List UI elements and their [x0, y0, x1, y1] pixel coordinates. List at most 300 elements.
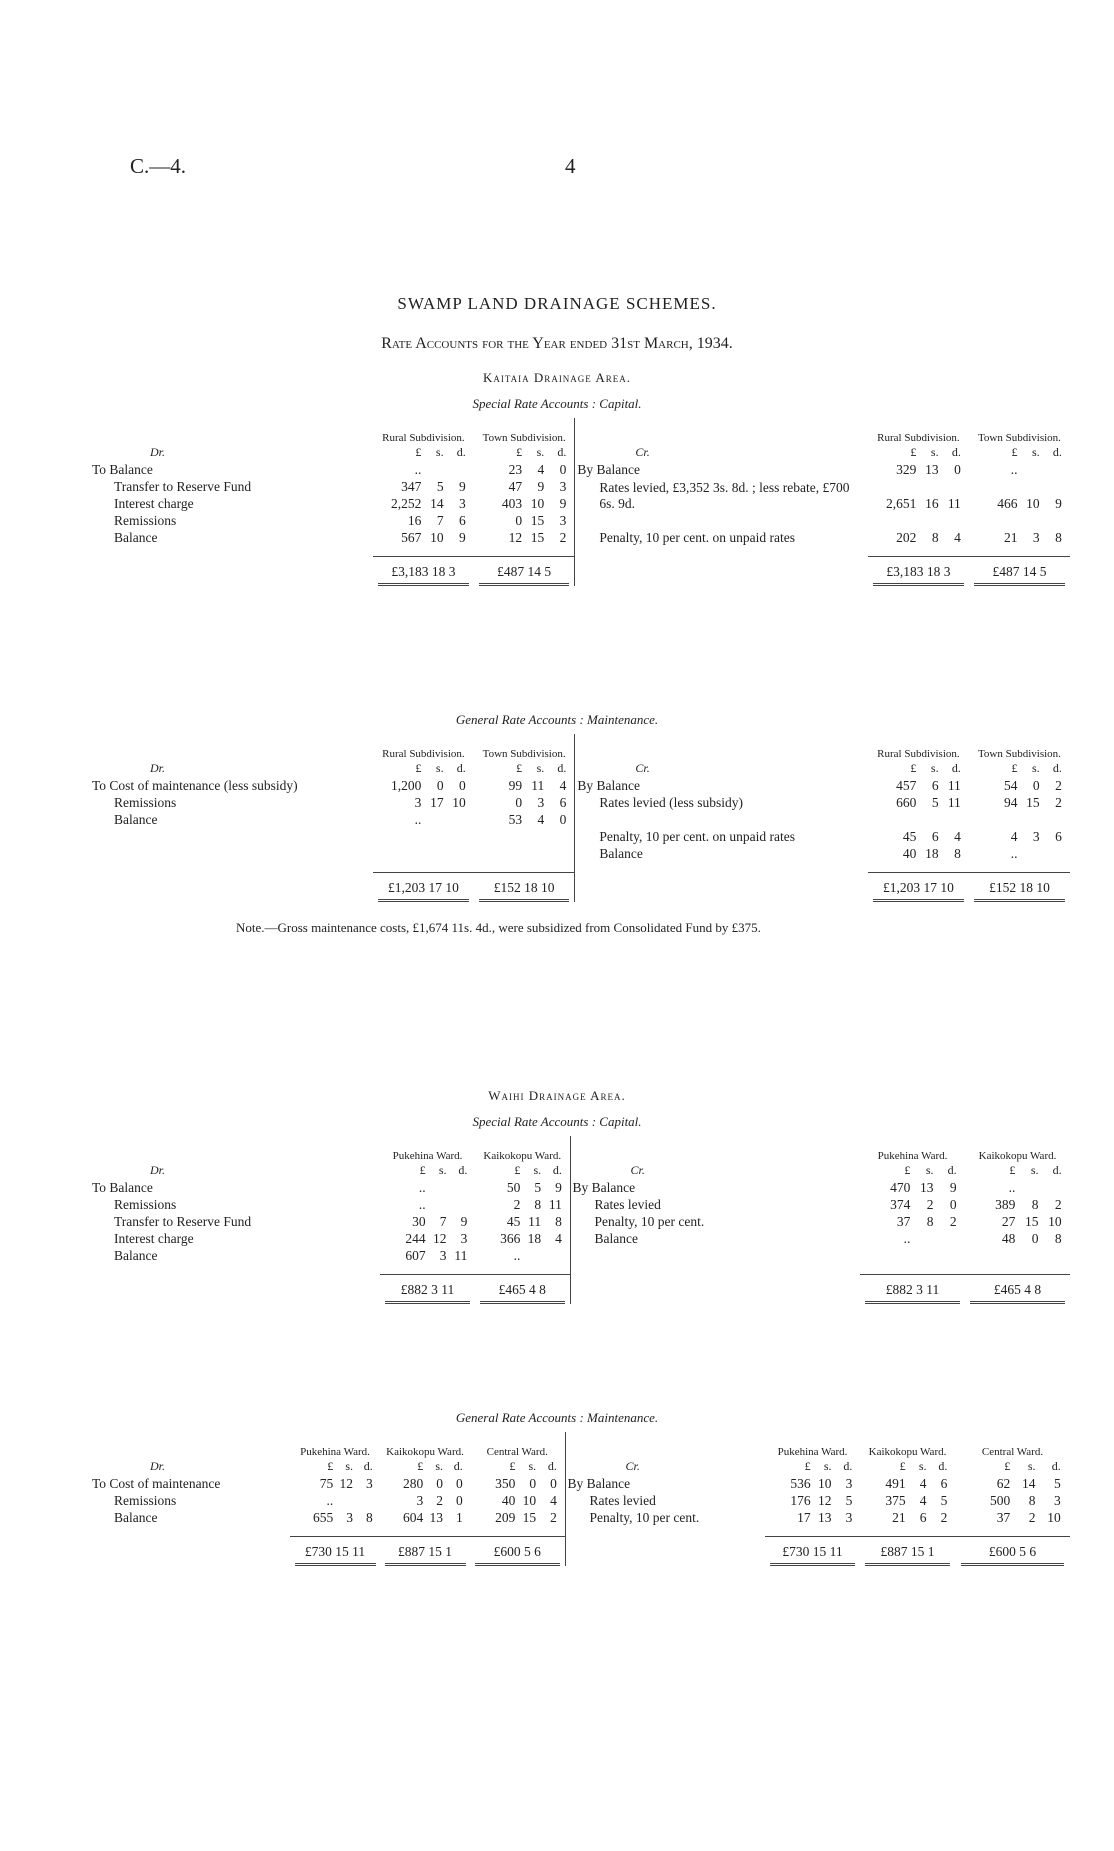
cell: 2,252	[390, 496, 422, 511]
col-head: Town Subdivision.	[474, 734, 575, 760]
cell: 48	[1001, 1231, 1016, 1246]
cell: 1,200	[390, 778, 422, 793]
cell: ..	[414, 462, 422, 477]
total: £600 5 6	[475, 1543, 560, 1566]
kaitaia-capital-account	[90, 418, 1070, 586]
cell: 466	[997, 496, 1018, 511]
lsd-head: d.	[557, 445, 567, 459]
lsd-head: s.	[1030, 1163, 1039, 1177]
lsd-head: d.	[453, 1459, 463, 1473]
cell: 23	[508, 462, 523, 477]
cell: 12	[818, 1493, 832, 1508]
cell: 11	[531, 778, 545, 793]
total: £1,203 17 10	[378, 879, 469, 902]
cell: 0	[1032, 778, 1040, 793]
cell: 374	[890, 1197, 911, 1212]
col-head: Rural Subdivision.	[877, 432, 960, 444]
cr-row-label: By Balance	[572, 1180, 636, 1195]
lsd-head: s.	[528, 1459, 537, 1473]
waihi-area-title: Waihi Drainage Area.	[488, 1088, 626, 1103]
cell: 491	[885, 1476, 906, 1491]
lsd-head: d.	[557, 761, 567, 775]
cell: 9	[1055, 496, 1062, 511]
cell: 4	[954, 829, 961, 844]
cell: 12	[339, 1476, 353, 1491]
lsd-head: £	[514, 1163, 521, 1177]
cell: 3	[559, 513, 567, 528]
cell: 8	[954, 846, 961, 861]
lsd-head: £	[1011, 445, 1018, 459]
cr-label: Cr.	[635, 445, 650, 459]
lsd-head: £	[516, 761, 523, 775]
cell: 94	[1003, 795, 1018, 810]
total: £3,183 18 3	[378, 563, 469, 586]
cell: 8	[1054, 1231, 1062, 1246]
cell: 18	[925, 846, 939, 861]
cell: 13	[818, 1510, 832, 1525]
total: £730 15 11	[770, 1543, 856, 1566]
cr-row-label: Rates levied	[589, 1493, 656, 1508]
cell: 6	[459, 513, 466, 528]
cr-row-label: Rates levied (less subsidy)	[599, 795, 744, 810]
lsd-head: s.	[930, 761, 939, 775]
waihi-maintenance-caption: General Rate Accounts : Maintenance.	[455, 1410, 659, 1425]
cell: 5	[534, 1180, 542, 1195]
cell: 4	[537, 462, 545, 477]
cell: 3	[845, 1510, 853, 1525]
dr-row-label: Remissions	[114, 795, 177, 810]
col-head: Kaikokopu Ward.	[868, 1446, 947, 1458]
cell: 17	[430, 795, 444, 810]
cell: 209	[495, 1510, 516, 1525]
page-ref: C.—4.	[130, 154, 187, 178]
cell: 17	[797, 1510, 811, 1525]
cell: 4	[537, 812, 545, 827]
cell: 13	[429, 1510, 443, 1525]
waihi-capital-account	[90, 1136, 1070, 1304]
cell: 10	[452, 795, 466, 810]
cell: 99	[508, 778, 523, 793]
cr-label: Cr.	[625, 1459, 640, 1473]
cell: 2,651	[886, 496, 917, 511]
total: £465 4 8	[970, 1281, 1065, 1304]
lsd-head: s.	[345, 1459, 353, 1473]
cell: 37	[896, 1214, 911, 1229]
cell: 500	[989, 1493, 1011, 1508]
cr-label: Cr.	[635, 761, 650, 775]
col-head: Rural Subdivision.	[382, 748, 465, 760]
cell: 11	[947, 496, 961, 511]
cell: 0	[436, 1476, 443, 1491]
cell: 2	[513, 1197, 521, 1212]
cell: 0	[954, 462, 961, 477]
cell: 604	[402, 1510, 424, 1525]
cell: 10	[430, 530, 444, 545]
lsd-head: s.	[930, 445, 939, 459]
dr-row-label: Transfer to Reserve Fund	[114, 1214, 252, 1229]
cell: 350	[495, 1476, 516, 1491]
lsd-head: s.	[918, 1459, 927, 1473]
cell: 10	[1047, 1510, 1061, 1525]
cr-row-label: By Balance	[567, 1476, 631, 1491]
cr-row-label: Penalty, 10 per cent. on unpaid rates	[599, 829, 795, 844]
cell: 6	[919, 1510, 927, 1525]
cell: 3	[1032, 829, 1040, 844]
total: £882 3 11	[385, 1281, 471, 1304]
total: £3,183 18 3	[873, 563, 964, 586]
lsd-head: s.	[533, 1163, 542, 1177]
col-head: Kaikokopu Ward.	[386, 1446, 464, 1458]
cell: ..	[326, 1493, 334, 1508]
lsd-head: s.	[536, 445, 545, 459]
cell: 37	[996, 1510, 1011, 1525]
cell: 8	[366, 1510, 373, 1525]
cell: 10	[1048, 1214, 1062, 1229]
cell: 2	[949, 1214, 957, 1229]
total: £487 14 5	[479, 563, 569, 586]
cell: 6	[931, 829, 939, 844]
total: £465 4 8	[480, 1281, 565, 1304]
dr-row-label: Remissions	[114, 1197, 177, 1212]
col-head: Town Subdivision.	[474, 418, 575, 444]
cell: 27	[1001, 1214, 1016, 1229]
cell: 9	[459, 479, 466, 494]
dr-row-label: Balance	[114, 1510, 158, 1525]
cell: 3	[414, 795, 422, 810]
cell: 62	[996, 1476, 1011, 1491]
lsd-head: d.	[552, 1163, 562, 1177]
kaitaia-note: Note.—Gross maintenance costs, £1,674 11s. 4d., were subsidized from Consolidated Fund by £375.	[236, 920, 761, 935]
cell: 10	[1026, 496, 1040, 511]
cell: ..	[414, 812, 422, 827]
lsd-head: s.	[1032, 445, 1040, 459]
cell: 6	[940, 1476, 948, 1491]
cell: 567	[401, 530, 422, 545]
cell: 13	[920, 1180, 934, 1195]
cell: 0	[436, 778, 444, 793]
cell: 6	[559, 795, 567, 810]
cell: 8	[534, 1197, 542, 1212]
cell: 5	[940, 1493, 948, 1508]
total: £600 5 6	[961, 1543, 1065, 1566]
cell: 3	[459, 496, 466, 511]
lsd-head: £	[415, 761, 422, 775]
dr-row-label: To Balance	[92, 462, 153, 477]
dr-row-label: To Cost of maintenance	[92, 1476, 221, 1491]
col-head: Kaikokopu Ward.	[475, 1136, 570, 1162]
cell: 0	[1031, 1231, 1039, 1246]
cell: 536	[790, 1476, 811, 1491]
cell: 11	[454, 1248, 468, 1263]
cell: 15	[522, 1510, 537, 1525]
col-head: Rural Subdivision.	[877, 748, 960, 760]
col-head: Central Ward.	[981, 1446, 1044, 1458]
cell: 15	[530, 513, 545, 528]
page-number: 4	[565, 154, 576, 178]
lsd-head: £	[516, 445, 523, 459]
cell: 403	[501, 496, 523, 511]
dr-row-label: Interest charge	[114, 1231, 194, 1246]
cell: 660	[896, 795, 917, 810]
cell: 2	[1055, 778, 1062, 793]
kaitaia-maintenance-account	[90, 734, 1070, 902]
cr-row-label: Rates levied, £3,352 3s. 8d. ; less rebate, £700 6s. 9d.	[599, 480, 850, 511]
col-head: Kaikokopu Ward.	[978, 1150, 1057, 1162]
cell: 2	[1054, 1197, 1062, 1212]
lsd-head: £	[1004, 1459, 1011, 1473]
lsd-head: £	[327, 1459, 334, 1473]
lsd-head: d.	[458, 1163, 468, 1177]
cell: 14	[430, 496, 444, 511]
page-subtitle: Rate Accounts for the Year ended 31st March, 1934.	[381, 335, 733, 352]
dr-label: Dr.	[150, 1459, 166, 1473]
lsd-head: £	[415, 445, 422, 459]
cell: 3	[366, 1476, 373, 1491]
lsd-head: s.	[536, 761, 545, 775]
cell: 9	[559, 496, 567, 511]
cell: 366	[500, 1231, 521, 1246]
cell: 50	[506, 1180, 521, 1195]
cell: 14	[1022, 1476, 1036, 1491]
dr-row-label: Balance	[114, 530, 158, 545]
cell: 53	[508, 812, 523, 827]
cell: 8	[1028, 1493, 1036, 1508]
cell: 16	[407, 513, 422, 528]
kaitaia-maintenance-caption: General Rate Accounts : Maintenance.	[455, 712, 659, 727]
cell: 40	[902, 846, 917, 861]
lsd-head: £	[417, 1459, 424, 1473]
cell: 1	[456, 1510, 463, 1525]
cell: ..	[903, 1231, 911, 1246]
col-head: Rural Subdivision.	[382, 432, 465, 444]
cell: 470	[890, 1180, 911, 1195]
total: £152 18 10	[974, 879, 1065, 902]
cell: 7	[439, 1214, 447, 1229]
lsd-head: d.	[1051, 1459, 1061, 1473]
cell: 4	[550, 1493, 557, 1508]
cell: 0	[456, 1476, 463, 1491]
cell: 457	[896, 778, 917, 793]
cell: 3	[845, 1476, 853, 1491]
cell: 6	[931, 778, 939, 793]
dr-row-label: Transfer to Reserve Fund	[114, 479, 252, 494]
cell: 607	[405, 1248, 426, 1263]
lsd-head: s.	[435, 1459, 443, 1473]
lsd-head: s.	[435, 445, 444, 459]
cell: 11	[947, 795, 961, 810]
cell: 10	[818, 1476, 832, 1491]
cell: 13	[925, 462, 939, 477]
cell: 9	[555, 1180, 562, 1195]
cell: 0	[515, 795, 523, 810]
cell: 12	[433, 1231, 447, 1246]
cell: 329	[896, 462, 917, 477]
cell: 2	[559, 530, 567, 545]
cell: 280	[402, 1476, 424, 1491]
dr-row-label: To Balance	[92, 1180, 153, 1195]
cell: 5	[436, 479, 444, 494]
total: £887 15 1	[385, 1543, 466, 1566]
cell: 15	[1025, 1214, 1039, 1229]
cr-row-label: Balance	[599, 846, 643, 861]
dr-row-label: Remissions	[114, 1493, 177, 1508]
dr-label: Dr.	[150, 761, 166, 775]
col-head: Central Ward.	[470, 1432, 565, 1458]
cell: 0	[456, 1493, 463, 1508]
cell: 8	[1031, 1197, 1039, 1212]
cell: 389	[995, 1197, 1016, 1212]
cell: ..	[1008, 1180, 1016, 1195]
cr-row-label: Penalty, 10 per cent. on unpaid rates	[599, 530, 795, 545]
cell: 347	[401, 479, 422, 494]
total: £487 14 5	[974, 563, 1065, 586]
cell: 8	[555, 1214, 562, 1229]
cr-label: Cr.	[630, 1163, 645, 1177]
lsd-head: d.	[843, 1459, 853, 1473]
kaitaia-area-title: Kaitaia Drainage Area.	[483, 370, 631, 385]
cell: 16	[925, 496, 939, 511]
col-head: Pukehina Ward.	[392, 1150, 463, 1162]
lsd-head: d.	[951, 445, 961, 459]
lsd-head: s.	[1032, 761, 1040, 775]
cell: 21	[1003, 530, 1018, 545]
cell: 10	[522, 1493, 537, 1508]
cell: 47	[508, 479, 523, 494]
cell: 11	[947, 778, 961, 793]
cell: 2	[1028, 1510, 1036, 1525]
cell: ..	[418, 1197, 426, 1212]
cr-row-label: Penalty, 10 per cent.	[594, 1214, 705, 1229]
lsd-head: d.	[1052, 1163, 1062, 1177]
cell: 4	[559, 778, 567, 793]
cell: 15	[530, 530, 545, 545]
cell: 75	[319, 1476, 334, 1491]
cr-row-label: Rates levied	[594, 1197, 661, 1212]
cell: 655	[312, 1510, 334, 1525]
lsd-head: £	[904, 1163, 911, 1177]
cell: 12	[508, 530, 523, 545]
cell: 8	[931, 530, 939, 545]
lsd-head: £	[419, 1163, 426, 1177]
cell: 2	[550, 1510, 557, 1525]
cell: 6	[1055, 829, 1062, 844]
waihi-capital-caption: Special Rate Accounts : Capital.	[472, 1114, 642, 1129]
cell: 0	[550, 1476, 557, 1491]
lsd-head: s.	[823, 1459, 832, 1473]
cell: 5	[845, 1493, 853, 1508]
dr-row-label: Interest charge	[114, 496, 194, 511]
cr-row-label: By Balance	[577, 778, 641, 793]
total: £152 18 10	[479, 879, 569, 902]
lsd-head: £	[899, 1459, 906, 1473]
dr-row-label: Balance	[114, 812, 158, 827]
dr-row-label: Balance	[114, 1248, 158, 1263]
cell: 9	[460, 1214, 468, 1229]
cell: 0	[559, 462, 567, 477]
lsd-head: s.	[1027, 1459, 1036, 1473]
cell: 3	[460, 1231, 468, 1246]
cell: ..	[418, 1180, 426, 1195]
cell: 11	[528, 1214, 542, 1229]
dr-row-label: Remissions	[114, 513, 177, 528]
cell: 18	[527, 1231, 542, 1246]
lsd-head: £	[1011, 761, 1018, 775]
lsd-head: d.	[456, 761, 466, 775]
lsd-head: £	[910, 445, 917, 459]
cell: 15	[1026, 795, 1040, 810]
lsd-head: d.	[1052, 761, 1062, 775]
cell: 4	[1010, 829, 1018, 844]
cell: 30	[412, 1214, 426, 1229]
cell: 0	[515, 513, 523, 528]
cell: 3	[439, 1248, 447, 1263]
cell: 8	[926, 1214, 934, 1229]
cell: 40	[501, 1493, 516, 1508]
lsd-head: d.	[456, 445, 466, 459]
cell: 45	[902, 829, 917, 844]
col-head: Pukehina Ward.	[300, 1446, 370, 1458]
total: £882 3 11	[865, 1281, 960, 1304]
col-head: Pukehina Ward.	[777, 1446, 848, 1458]
cell: 3	[559, 479, 567, 494]
lsd-head: £	[1009, 1163, 1016, 1177]
cr-row-label: Balance	[594, 1231, 638, 1246]
cell: 5	[931, 795, 939, 810]
lsd-head: s.	[435, 761, 444, 775]
cell: 0	[559, 812, 567, 827]
cell: 4	[919, 1493, 927, 1508]
lsd-head: d.	[547, 1459, 557, 1473]
lsd-head: d.	[947, 1163, 957, 1177]
cell: 176	[790, 1493, 811, 1508]
cell: 3	[416, 1493, 424, 1508]
cell: 2	[1055, 795, 1062, 810]
cell: 244	[405, 1231, 426, 1246]
cell: 3	[537, 795, 545, 810]
cell: 2	[436, 1493, 443, 1508]
cell: ..	[513, 1248, 521, 1263]
lsd-head: £	[910, 761, 917, 775]
cell: 0	[949, 1197, 957, 1212]
lsd-head: s.	[925, 1163, 934, 1177]
cell: 45	[506, 1214, 521, 1229]
dr-row-label: To Cost of maintenance (less subsidy)	[92, 778, 298, 793]
cell: 0	[529, 1476, 537, 1491]
dr-label: Dr.	[150, 1163, 166, 1177]
lsd-head: £	[804, 1459, 811, 1473]
col-head: Pukehina Ward.	[877, 1150, 948, 1162]
total: £730 15 11	[295, 1543, 376, 1566]
page-title: SWAMP LAND DRAINAGE SCHEMES.	[397, 294, 717, 313]
total: £1,203 17 10	[873, 879, 964, 902]
cr-row-label: By Balance	[577, 462, 641, 477]
cell: ..	[1010, 846, 1018, 861]
cell: 2	[926, 1197, 934, 1212]
cell: 202	[896, 530, 917, 545]
cell: 5	[1054, 1476, 1061, 1491]
cell: 4	[555, 1231, 562, 1246]
cell: 0	[459, 778, 466, 793]
cell: 3	[346, 1510, 353, 1525]
cell: 375	[885, 1493, 906, 1508]
waihi-maintenance-account	[90, 1432, 1070, 1566]
cell: 4	[919, 1476, 927, 1491]
cell: 10	[530, 496, 545, 511]
cell: 7	[436, 513, 444, 528]
cr-row-label: Penalty, 10 per cent.	[589, 1510, 700, 1525]
lsd-head: d.	[951, 761, 961, 775]
dr-label: Dr.	[150, 445, 166, 459]
